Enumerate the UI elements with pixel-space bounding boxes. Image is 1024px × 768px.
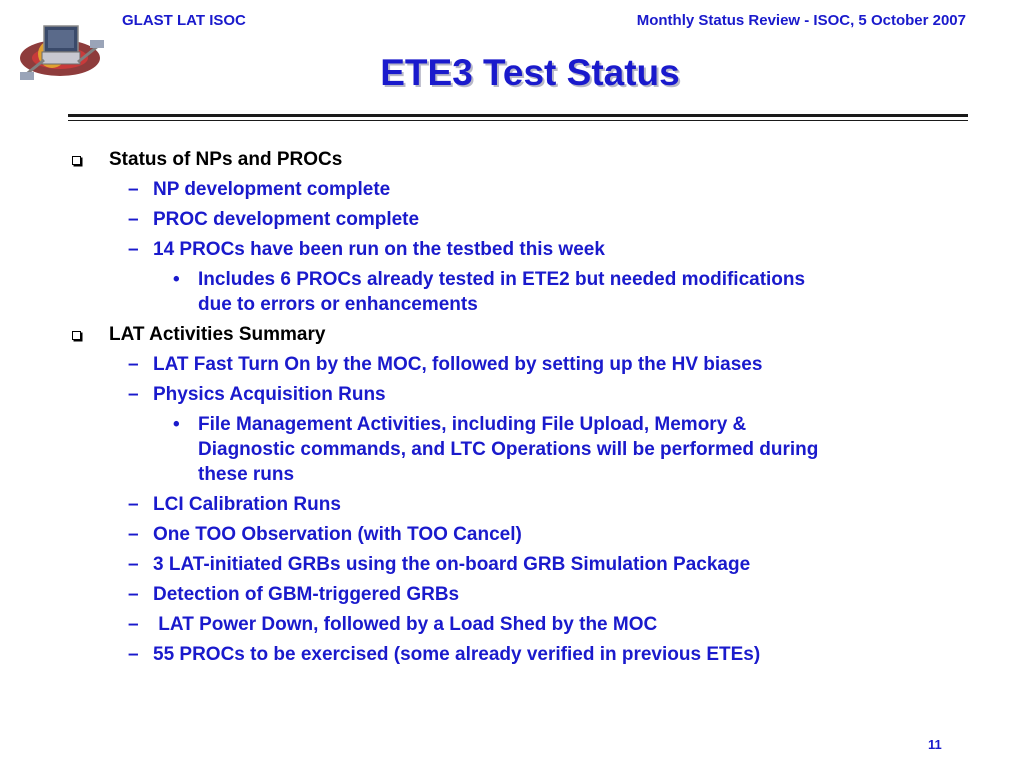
bullet-text: Detection of GBM-triggered GRBs [153, 584, 460, 605]
dash-bullet-icon: – [128, 644, 139, 665]
dash-bullet-icon: – [128, 239, 139, 260]
slide-title: ETE3 Test Status [380, 52, 680, 93]
bullet-text: NP development complete [153, 179, 391, 200]
bullet-text: 3 LAT-initiated GRBs using the on-board GRB Simulation Package [153, 554, 751, 575]
dash-bullet-icon: – [128, 584, 139, 605]
bullet-text: due to errors or enhancements [198, 294, 478, 315]
dot-bullet-icon: • [173, 269, 180, 290]
bullet-text: LAT Activities Summary [109, 324, 326, 345]
dash-bullet-icon: – [128, 554, 139, 575]
square-bullet-icon [72, 331, 81, 340]
bullet-text: 55 PROCs to be exercised (some already verified in previous ETEs) [153, 644, 761, 665]
bullet-text: Status of NPs and PROCs [109, 149, 343, 170]
bullet-text: Physics Acquisition Runs [153, 384, 386, 405]
header-right-text: Monthly Status Review - ISOC, 5 October 2007 [636, 12, 966, 29]
bullet-text: Diagnostic commands, and LTC Operations will be performed during [198, 439, 819, 460]
title-rule-thin [68, 120, 968, 121]
bullet-text: LAT Power Down, followed by a Load Shed by the MOC [153, 614, 658, 635]
dash-bullet-icon: – [128, 524, 139, 545]
header-left-text: GLAST LAT ISOC [122, 12, 246, 29]
bullet-text: LCI Calibration Runs [153, 494, 341, 515]
dot-bullet-icon: • [173, 414, 180, 435]
bullet-text: 14 PROCs have been run on the testbed this week [153, 239, 605, 260]
bullet-text: One TOO Observation (with TOO Cancel) [153, 524, 522, 545]
dash-bullet-icon: – [128, 209, 139, 230]
bullet-text: PROC development complete [153, 209, 420, 230]
bullet-text: File Management Activities, including File Upload, Memory & [198, 414, 747, 435]
bullet-text: Includes 6 PROCs already tested in ETE2 but needed modifications [198, 269, 806, 290]
dash-bullet-icon: – [128, 494, 139, 515]
dash-bullet-icon: – [128, 179, 139, 200]
page-number: 11 [928, 737, 942, 752]
title-rule-thick [68, 114, 968, 117]
square-bullet-icon [72, 156, 81, 165]
bullet-text: these runs [198, 464, 295, 485]
dash-bullet-icon: – [128, 614, 139, 635]
dash-bullet-icon: – [128, 354, 139, 375]
dash-bullet-icon: – [128, 384, 139, 405]
bullet-text: LAT Fast Turn On by the MOC, followed by setting up the HV biases [153, 354, 763, 375]
